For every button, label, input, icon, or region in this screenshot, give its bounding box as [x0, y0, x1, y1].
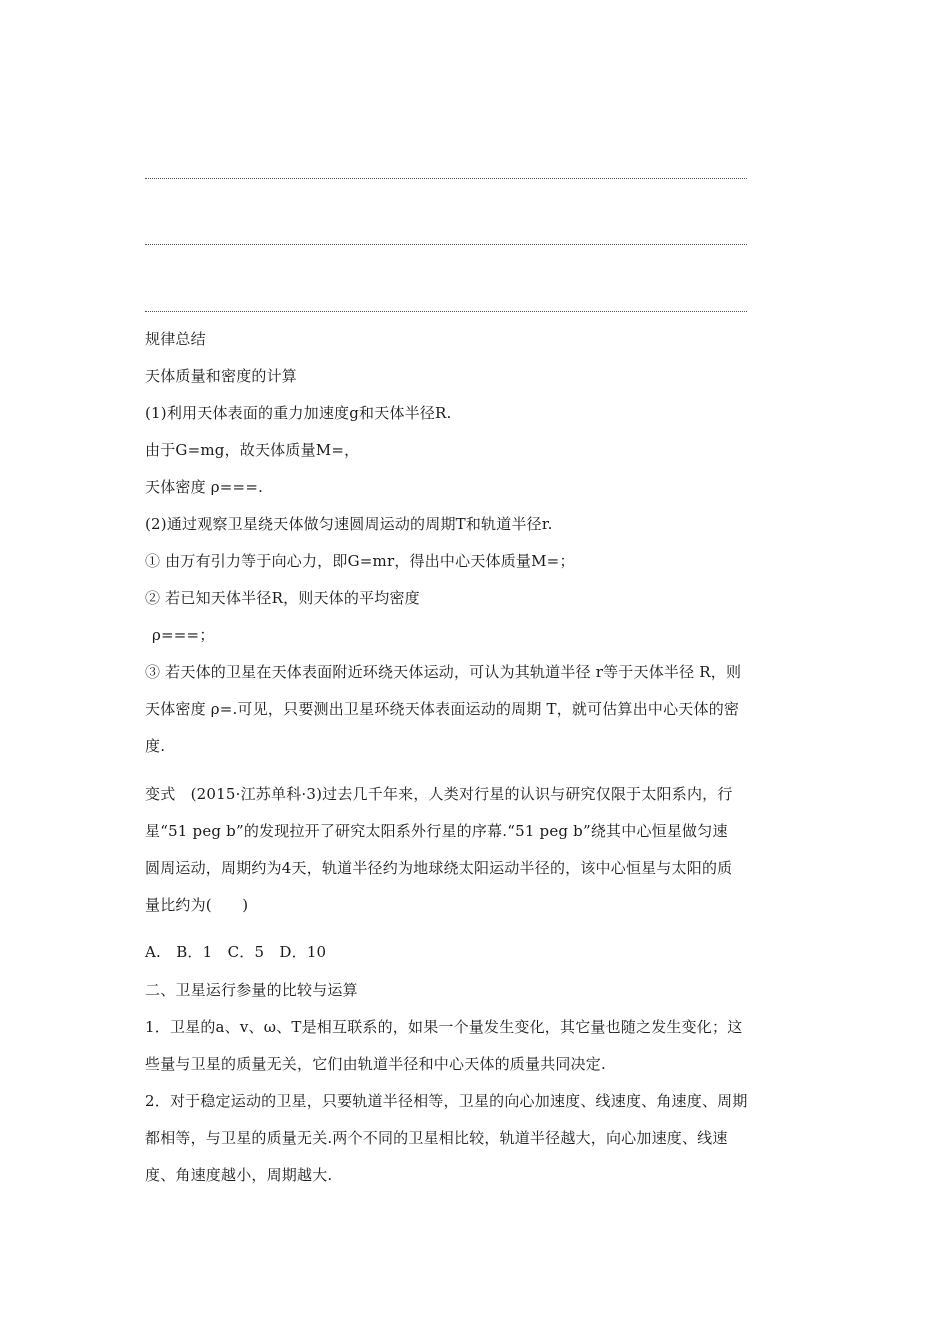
summary-p2c: ρ===；	[152, 626, 215, 644]
exercise-line-4: 量比约为( )	[145, 896, 249, 914]
summary-p1: (1)利用天体表面的重力加速度g和天体半径R.	[145, 404, 452, 422]
section2-pt1-line2: 些量与卫星的质量无关，它们由轨道半径和中心天体的质量共同决定.	[145, 1055, 606, 1073]
exercise-line-1: 变式 (2015·江苏单科·3)过去几千年来，人类对行星的认识与研究仅限于太阳系内，行	[145, 785, 733, 803]
section2-title: 二、卫星运行参量的比较与运算	[145, 981, 358, 999]
section2-pt1-line1: 1．卫星的a、v、ω、T是相互联系的，如果一个量发生变化，其它量也随之发生变化；这	[145, 1018, 743, 1036]
answer-line-3	[145, 311, 747, 312]
summary-p1b: 天体密度 ρ===.	[145, 478, 264, 496]
exercise-line-2: 星“51 peg b”的发现拉开了研究太阳系外行星的序幕.“51 peg b”绕其中心恒星做匀速	[145, 822, 728, 840]
exercise-line-3: 圆周运动，周期约为4天，轨道半径约为地球绕太阳运动半径的，该中心恒星与太阳的质	[145, 859, 733, 877]
summary-topic: 天体质量和密度的计算	[145, 367, 298, 385]
summary-p2: (2)通过观察卫星绕天体做匀速圆周运动的周期T和轨道半径r.	[145, 515, 553, 533]
summary-heading: 规律总结	[145, 330, 206, 348]
answer-line-2	[145, 244, 747, 245]
answer-line-1	[145, 178, 747, 179]
summary-p1a: 由于G=mg，故天体质量M=，	[145, 441, 360, 459]
section2-pt2-line1: 2．对于稳定运动的卫星，只要轨道半径相等，卫星的向心加速度、线速度、角速度、周期	[145, 1092, 748, 1110]
summary-p2b: ② 若已知天体半径R，则天体的平均密度	[145, 589, 420, 607]
section2-pt2-line3: 度、角速度越小，周期越大.	[145, 1166, 333, 1184]
summary-p2a: ① 由万有引力等于向心力，即G=mr，得出中心天体质量M=；	[145, 552, 575, 570]
exercise-options: A. B．1 C．5 D．10	[145, 943, 327, 961]
summary-p2d-1: ③ 若天体的卫星在天体表面附近环绕天体运动，可认为其轨道半径 r等于天体半径 R，则	[145, 663, 742, 681]
summary-p2d-2: 天体密度 ρ=.可见，只要测出卫星环绕天体表面运动的周期 T，就可估算出中心天体的密	[145, 700, 740, 718]
summary-p2d-3: 度.	[145, 737, 166, 755]
section2-pt2-line2: 都相等，与卫星的质量无关.两个不同的卫星相比较，轨道半径越大，向心加速度、线速	[145, 1129, 728, 1147]
